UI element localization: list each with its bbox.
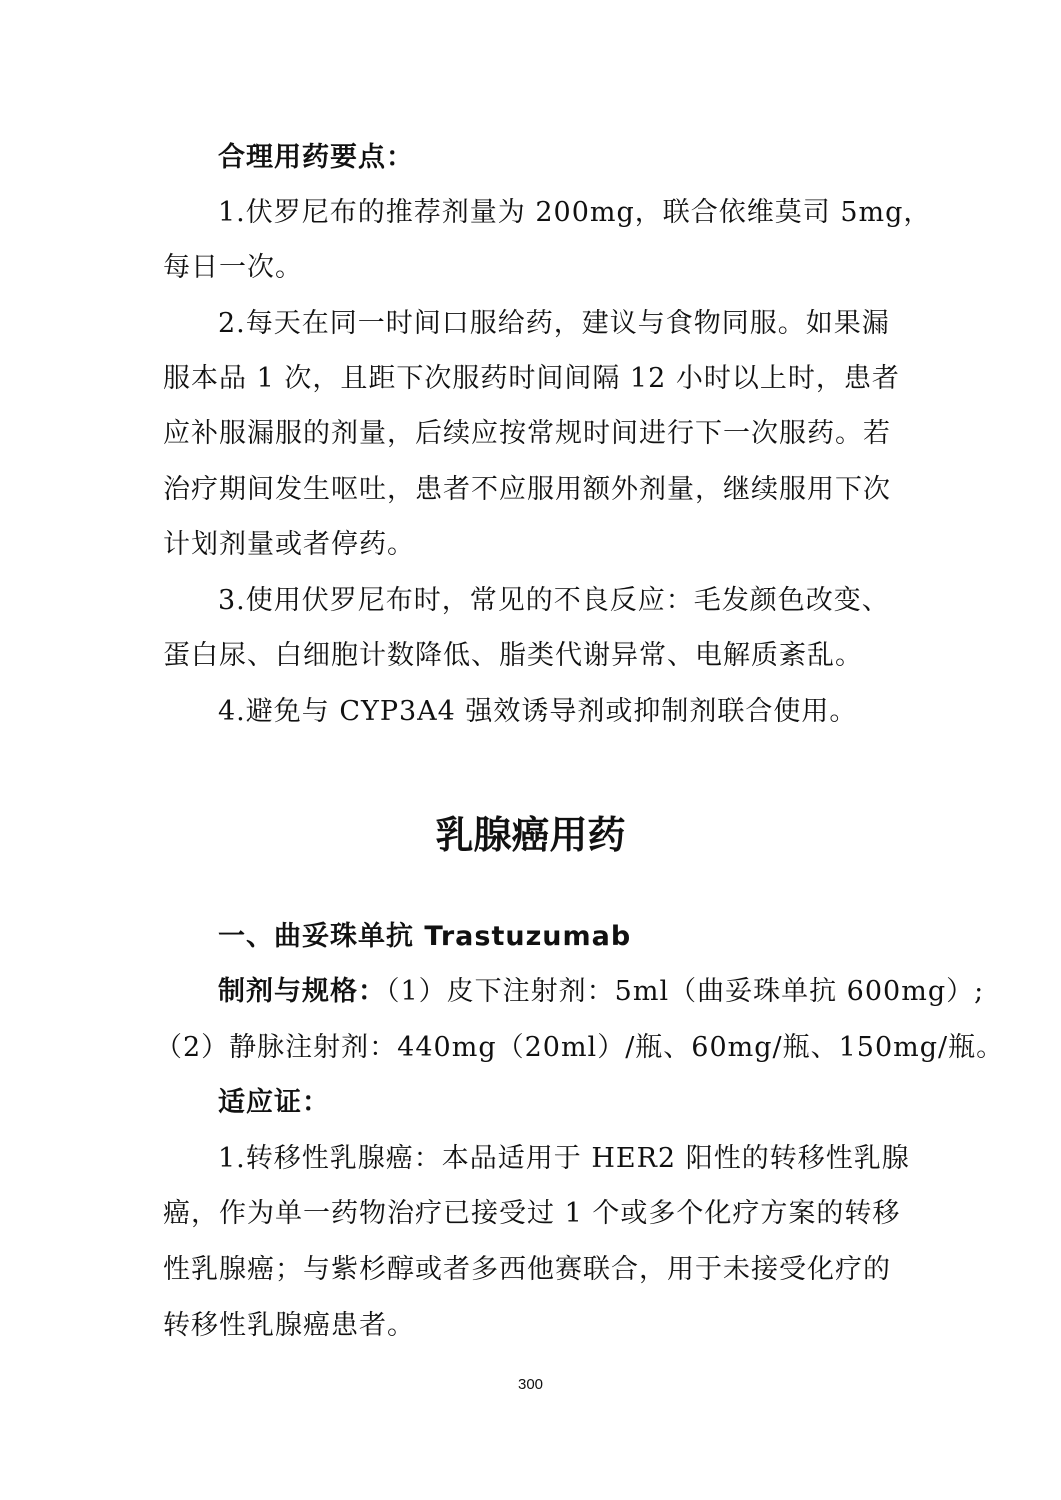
text-line: 蛋白尿、白细胞计数降低、脂类代谢异常、电解质紊乱。	[163, 640, 863, 671]
text-line: 治疗期间发生呕吐，患者不应服用额外剂量，继续服用下次	[163, 474, 891, 505]
text-line: 应补服漏服的剂量，后续应按常规时间进行下一次服药。若	[163, 418, 891, 449]
drug-title: 一、曲妥珠单抗 Trastuzumab	[218, 921, 632, 952]
text-line: 1.转移性乳腺癌：本品适用于 HER2 阳性的转移性乳腺	[218, 1143, 910, 1174]
section-title: 合理用药要点：	[218, 142, 414, 173]
chapter-heading: 乳腺癌用药	[435, 813, 626, 857]
text-line: 3.使用伏罗尼布时，常见的不良反应：毛发颜色改变、	[218, 585, 890, 616]
spec-label: 制剂与规格：	[218, 976, 386, 1007]
spec-text: （1）皮下注射剂：5ml（曲妥珠单抗 600mg）;	[386, 976, 985, 1007]
page-number: 300	[517, 1376, 544, 1393]
spec-line	[218, 975, 984, 1009]
text-line: 转移性乳腺癌患者。	[163, 1310, 415, 1341]
text-line: 癌，作为单一药物治疗已接受过 1 个或多个化疗方案的转移	[163, 1198, 901, 1229]
text-line: 服本品 1 次，且距下次服药时间间隔 12 小时以上时，患者	[163, 363, 900, 394]
text-line: 性乳腺癌；与紫杉醇或者多西他赛联合，用于未接受化疗的	[163, 1254, 891, 1285]
text-line: 1.伏罗尼布的推荐剂量为 200mg，联合依维莫司 5mg，	[218, 197, 932, 228]
text-line: 4.避免与 CYP3A4 强效诱导剂或抑制剂联合使用。	[218, 696, 858, 727]
spec-line: （2）静脉注射剂：440mg（20ml）/瓶、60mg/瓶、150mg/瓶。	[155, 1032, 1005, 1063]
indication-label: 适应证：	[218, 1087, 330, 1118]
text-line: 每日一次。	[163, 252, 303, 283]
text-line: 2.每天在同一时间口服给药，建议与食物同服。如果漏	[218, 308, 890, 339]
text-line: 计划剂量或者停药。	[163, 529, 415, 560]
